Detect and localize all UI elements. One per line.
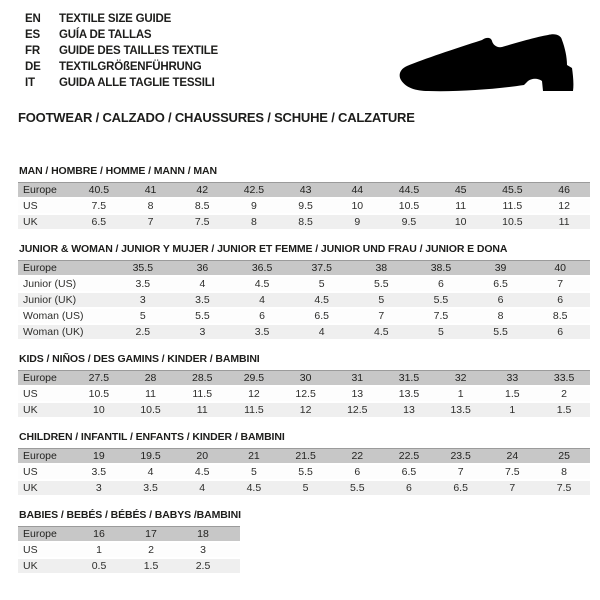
size-cell: 31 <box>331 371 383 387</box>
size-cell: 4.5 <box>232 276 292 292</box>
size-cell: 1.5 <box>125 558 177 574</box>
language-code: DE <box>25 61 41 73</box>
size-cell: 8 <box>538 464 590 480</box>
size-cell: 36.5 <box>232 261 292 277</box>
language-label: TEXTILE SIZE GUIDE <box>59 13 172 25</box>
row-label: Europe <box>18 449 73 465</box>
size-table-section <box>18 431 590 497</box>
size-cell: 2.5 <box>177 558 229 574</box>
size-cell: 5 <box>113 308 173 324</box>
size-cell: 11.5 <box>487 198 539 214</box>
size-cell: 8.5 <box>176 198 228 214</box>
size-cell: 1 <box>487 402 539 418</box>
size-cell: 46 <box>538 183 590 199</box>
size-cell: 6 <box>383 480 435 496</box>
language-label: GUIDA ALLE TAGLIE TESSILI <box>59 77 215 89</box>
size-cell: 7.5 <box>73 198 125 214</box>
size-cell: 8.5 <box>530 308 590 324</box>
size-cell: 45 <box>435 183 487 199</box>
size-cell: 35.5 <box>113 261 173 277</box>
table-row <box>18 402 590 418</box>
size-cell: 11 <box>125 386 177 402</box>
table-row <box>18 386 590 402</box>
size-cell: 21.5 <box>280 449 332 465</box>
size-cell: 38.5 <box>411 261 471 277</box>
size-cell: 6 <box>232 308 292 324</box>
table-row <box>18 276 590 292</box>
size-cell: 28 <box>125 371 177 387</box>
size-cell: 3 <box>73 480 125 496</box>
size-cell: 3 <box>177 542 229 558</box>
size-table <box>18 182 590 231</box>
size-cell: 1.5 <box>487 386 539 402</box>
size-cell: 3.5 <box>125 480 177 496</box>
table-row <box>18 449 590 465</box>
size-cell: 5 <box>411 324 471 340</box>
size-cell: 19 <box>73 449 125 465</box>
table-title: JUNIOR & WOMAN / JUNIOR Y MUJER / JUNIOR ET FEMME / JUNIOR UND FRAU / JUNIOR E DONA <box>19 243 508 255</box>
size-cell: 10.5 <box>383 198 435 214</box>
language-row <box>25 59 218 75</box>
size-cell: 39 <box>471 261 531 277</box>
size-cell: 27.5 <box>73 371 125 387</box>
row-label: UK <box>18 480 73 496</box>
size-cell: 3.5 <box>173 292 233 308</box>
size-table-section <box>18 243 590 341</box>
size-cell: 3 <box>113 292 173 308</box>
row-label: Junior (UK) <box>18 292 113 308</box>
size-cell: 36 <box>173 261 233 277</box>
size-cell: 6.5 <box>435 480 487 496</box>
table-row <box>18 261 590 277</box>
table-row <box>18 308 590 324</box>
size-cell: 1.5 <box>538 402 590 418</box>
size-cell: 11.5 <box>228 402 280 418</box>
size-cell: 6.5 <box>471 276 531 292</box>
size-cell: 7.5 <box>411 308 471 324</box>
table-row <box>18 198 590 214</box>
size-cell: 19.5 <box>125 449 177 465</box>
size-cell: 6 <box>411 276 471 292</box>
table-row <box>18 183 590 199</box>
size-cell: 7 <box>530 276 590 292</box>
table-title: KIDS / NIÑOS / DES GAMINS / KINDER / BAMBINI <box>19 353 260 365</box>
filler-cell <box>229 542 240 558</box>
size-cell: 42.5 <box>228 183 280 199</box>
size-cell: 3.5 <box>73 464 125 480</box>
filler-cell <box>229 527 240 543</box>
size-cell: 11 <box>538 214 590 230</box>
size-cell: 6.5 <box>292 308 352 324</box>
table-row <box>18 542 240 558</box>
size-cell: 12.5 <box>331 402 383 418</box>
size-cell: 2 <box>538 386 590 402</box>
size-cell: 8 <box>471 308 531 324</box>
size-cell: 6 <box>530 324 590 340</box>
dress-shoe-icon <box>398 31 576 97</box>
language-list <box>25 11 218 91</box>
row-label: US <box>18 386 73 402</box>
row-label: Woman (UK) <box>18 324 113 340</box>
row-label: US <box>18 542 73 558</box>
size-table <box>18 526 240 575</box>
size-cell: 4 <box>292 324 352 340</box>
row-label: Europe <box>18 527 73 543</box>
size-cell: 17 <box>125 527 177 543</box>
size-cell: 29.5 <box>228 371 280 387</box>
language-row <box>25 43 218 59</box>
size-cell: 5 <box>352 292 412 308</box>
language-label: TEXTILGRÖßENFÜHRUNG <box>59 61 202 73</box>
size-cell: 5 <box>228 464 280 480</box>
size-table <box>18 370 590 419</box>
size-cell: 9 <box>228 198 280 214</box>
size-cell: 20 <box>176 449 228 465</box>
size-cell: 4.5 <box>176 464 228 480</box>
size-cell: 22.5 <box>383 449 435 465</box>
language-row <box>25 75 218 91</box>
size-cell: 0.5 <box>73 558 125 574</box>
size-tables <box>18 165 590 587</box>
size-cell: 2.5 <box>113 324 173 340</box>
size-cell: 2 <box>125 542 177 558</box>
size-cell: 7.5 <box>176 214 228 230</box>
size-cell: 13.5 <box>435 402 487 418</box>
size-cell: 10 <box>435 214 487 230</box>
table-row <box>18 214 590 230</box>
size-cell: 22 <box>331 449 383 465</box>
size-cell: 11.5 <box>176 386 228 402</box>
size-cell: 9.5 <box>383 214 435 230</box>
row-label: Europe <box>18 183 73 199</box>
language-code: EN <box>25 13 41 25</box>
size-cell: 4.5 <box>352 324 412 340</box>
size-cell: 38 <box>352 261 412 277</box>
size-cell: 40.5 <box>73 183 125 199</box>
size-cell: 10 <box>331 198 383 214</box>
size-cell: 5.5 <box>411 292 471 308</box>
size-cell: 5.5 <box>471 324 531 340</box>
size-cell: 40 <box>530 261 590 277</box>
table-row <box>18 480 590 496</box>
size-cell: 3.5 <box>113 276 173 292</box>
size-cell: 43 <box>280 183 332 199</box>
category-title: FOOTWEAR / CALZADO / CHAUSSURES / SCHUHE / CALZATURE <box>18 110 415 125</box>
size-cell: 32 <box>435 371 487 387</box>
size-cell: 12.5 <box>280 386 332 402</box>
size-cell: 13 <box>383 402 435 418</box>
row-label: UK <box>18 402 73 418</box>
size-cell: 6 <box>530 292 590 308</box>
size-cell: 24 <box>487 449 539 465</box>
size-table <box>18 260 590 341</box>
size-cell: 10.5 <box>487 214 539 230</box>
table-row <box>18 371 590 387</box>
size-cell: 28.5 <box>176 371 228 387</box>
size-table <box>18 448 590 497</box>
table-row <box>18 324 590 340</box>
size-cell: 12 <box>280 402 332 418</box>
size-cell: 4 <box>125 464 177 480</box>
row-label: Woman (US) <box>18 308 113 324</box>
size-cell: 23.5 <box>435 449 487 465</box>
size-cell: 44 <box>331 183 383 199</box>
size-cell: 5.5 <box>280 464 332 480</box>
size-cell: 9.5 <box>280 198 332 214</box>
language-label: GUÍA DE TALLAS <box>59 29 152 41</box>
size-cell: 4.5 <box>228 480 280 496</box>
size-cell: 10.5 <box>125 402 177 418</box>
size-cell: 12 <box>228 386 280 402</box>
size-cell: 12 <box>538 198 590 214</box>
size-cell: 30 <box>280 371 332 387</box>
size-cell: 7.5 <box>538 480 590 496</box>
size-cell: 13.5 <box>383 386 435 402</box>
row-label: US <box>18 464 73 480</box>
filler-cell <box>229 558 240 574</box>
row-label: Europe <box>18 371 73 387</box>
size-cell: 11 <box>435 198 487 214</box>
size-cell: 41 <box>125 183 177 199</box>
table-title: CHILDREN / INFANTIL / ENFANTS / KINDER / BAMBINI <box>19 431 285 443</box>
size-cell: 7 <box>435 464 487 480</box>
table-row <box>18 558 240 574</box>
size-cell: 5 <box>280 480 332 496</box>
size-cell: 33.5 <box>538 371 590 387</box>
size-cell: 13 <box>331 386 383 402</box>
size-cell: 8 <box>228 214 280 230</box>
row-label: UK <box>18 558 73 574</box>
size-cell: 25 <box>538 449 590 465</box>
size-cell: 7 <box>487 480 539 496</box>
size-cell: 3.5 <box>232 324 292 340</box>
row-label: UK <box>18 214 73 230</box>
size-cell: 44.5 <box>383 183 435 199</box>
size-cell: 10.5 <box>73 386 125 402</box>
size-cell: 3 <box>173 324 233 340</box>
language-code: FR <box>25 45 40 57</box>
size-cell: 42 <box>176 183 228 199</box>
size-cell: 8.5 <box>280 214 332 230</box>
language-code: ES <box>25 29 40 41</box>
size-cell: 10 <box>73 402 125 418</box>
size-cell: 6.5 <box>383 464 435 480</box>
size-cell: 5.5 <box>173 308 233 324</box>
size-cell: 4.5 <box>292 292 352 308</box>
size-cell: 45.5 <box>487 183 539 199</box>
size-cell: 4 <box>173 276 233 292</box>
table-title: BABIES / BEBÉS / BÉBÉS / BABYS /BAMBINI <box>19 509 241 521</box>
size-cell: 31.5 <box>383 371 435 387</box>
table-row <box>18 464 590 480</box>
size-cell: 5.5 <box>352 276 412 292</box>
table-title: MAN / HOMBRE / HOMME / MANN / MAN <box>19 165 217 177</box>
language-label: GUIDE DES TAILLES TEXTILE <box>59 45 218 57</box>
size-cell: 6 <box>471 292 531 308</box>
size-cell: 6 <box>331 464 383 480</box>
size-cell: 37.5 <box>292 261 352 277</box>
size-cell: 18 <box>177 527 229 543</box>
size-cell: 7 <box>125 214 177 230</box>
row-label: Junior (US) <box>18 276 113 292</box>
size-cell: 11 <box>176 402 228 418</box>
size-cell: 21 <box>228 449 280 465</box>
size-cell: 6.5 <box>73 214 125 230</box>
size-cell: 33 <box>487 371 539 387</box>
size-cell: 5 <box>292 276 352 292</box>
size-cell: 1 <box>73 542 125 558</box>
row-label: US <box>18 198 73 214</box>
size-table-section <box>18 165 590 231</box>
size-table-section <box>18 509 590 575</box>
size-cell: 7.5 <box>487 464 539 480</box>
row-label: Europe <box>18 261 113 277</box>
size-cell: 4 <box>176 480 228 496</box>
language-row <box>25 11 218 27</box>
size-cell: 4 <box>232 292 292 308</box>
size-cell: 7 <box>352 308 412 324</box>
size-table-section <box>18 353 590 419</box>
size-cell: 5.5 <box>331 480 383 496</box>
language-code: IT <box>25 77 35 89</box>
size-cell: 8 <box>125 198 177 214</box>
size-cell: 16 <box>73 527 125 543</box>
size-cell: 1 <box>435 386 487 402</box>
table-row <box>18 527 240 543</box>
table-row <box>18 292 590 308</box>
size-cell: 9 <box>331 214 383 230</box>
language-row <box>25 27 218 43</box>
